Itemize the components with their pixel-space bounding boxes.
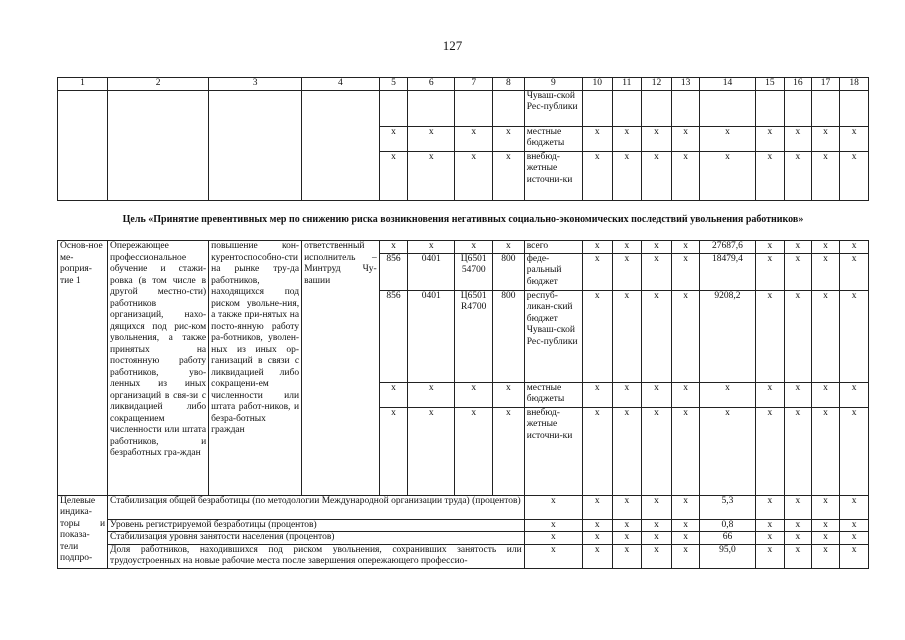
cell: 66 bbox=[700, 532, 755, 545]
indicator-name-cell: Уровень регистрируемой безработицы (процентов) bbox=[108, 519, 525, 532]
cell: 856 bbox=[379, 253, 408, 290]
cell: x bbox=[493, 382, 525, 407]
cell: x bbox=[642, 382, 672, 407]
cell: x bbox=[642, 407, 672, 495]
indicator-name-cell: Доля работников, находившихся под риском увольнения, сохранивших занятость или трудоустроенных на новые рабочие места после завершения опережающего профессио- bbox=[108, 544, 525, 568]
source-cell: всего bbox=[524, 241, 582, 254]
cell bbox=[700, 90, 755, 126]
cell bbox=[785, 90, 812, 126]
cell: x bbox=[408, 382, 455, 407]
cell: x bbox=[755, 241, 785, 254]
cell: x bbox=[642, 519, 672, 532]
header-cell: 11 bbox=[612, 78, 642, 91]
table-row bbox=[58, 90, 869, 126]
cell bbox=[455, 90, 493, 126]
cell: x bbox=[671, 382, 700, 407]
cell: x bbox=[612, 126, 642, 151]
cell: x bbox=[582, 544, 612, 568]
cell: x bbox=[755, 382, 785, 407]
cell: x bbox=[582, 519, 612, 532]
cell: x bbox=[642, 126, 672, 151]
indicator-name-cell: Стабилизация уровня занятости населения (процентов) bbox=[108, 532, 525, 545]
cell: 27687,6 bbox=[700, 241, 755, 254]
cell: x bbox=[785, 532, 812, 545]
cell: x bbox=[840, 495, 869, 519]
cell: x bbox=[755, 544, 785, 568]
cell: x bbox=[612, 532, 642, 545]
cell: x bbox=[582, 241, 612, 254]
source-cell: респуб-ликан-ский бюджет Чуваш-ской Рес-публики bbox=[524, 290, 582, 382]
cell bbox=[642, 90, 672, 126]
cell: x bbox=[455, 382, 493, 407]
cell: x bbox=[671, 532, 700, 545]
cell: x bbox=[811, 407, 840, 495]
cell: x bbox=[840, 290, 869, 382]
cell: 800 bbox=[493, 290, 525, 382]
cell bbox=[493, 90, 525, 126]
cell: x bbox=[582, 495, 612, 519]
cell: x bbox=[811, 544, 840, 568]
cell: x bbox=[811, 126, 840, 151]
event-name-cell: Опережающее профессиональное обучение и стажи-ровка (в том числе в другой местно-сти) работников организаций, нахо-дящихся под рис-ком увольнения, а также принятых на постоянную работу работников, уво-ленных из иных организаций в свя-зи с ликвидацией либо сокращением численности или штата работников, и безработных гра-ждан bbox=[108, 241, 209, 496]
cell bbox=[379, 90, 408, 126]
cell: x bbox=[582, 151, 612, 200]
cell: x bbox=[612, 290, 642, 382]
cell: x bbox=[700, 151, 755, 200]
cell: Ц6501 54700 bbox=[455, 253, 493, 290]
indicator-row bbox=[58, 544, 869, 568]
cell: x bbox=[811, 253, 840, 290]
cell: x bbox=[811, 241, 840, 254]
cell: x bbox=[612, 544, 642, 568]
cell: x bbox=[455, 151, 493, 200]
header-cell: 1 bbox=[58, 78, 108, 91]
cell: x bbox=[582, 126, 612, 151]
header-cell: 6 bbox=[408, 78, 455, 91]
cell: x bbox=[671, 241, 700, 254]
cell: x bbox=[785, 253, 812, 290]
cell: x bbox=[755, 253, 785, 290]
cell: x bbox=[612, 151, 642, 200]
source-cell: внебюд-жетные источни-ки bbox=[524, 407, 582, 495]
header-cell: 10 bbox=[582, 78, 612, 91]
header-cell: 7 bbox=[455, 78, 493, 91]
cell: x bbox=[612, 241, 642, 254]
budget-table-main bbox=[57, 240, 869, 569]
cell: x bbox=[840, 519, 869, 532]
cell: x bbox=[408, 151, 455, 200]
cell: x bbox=[642, 253, 672, 290]
cell: x bbox=[785, 544, 812, 568]
cell: x bbox=[493, 241, 525, 254]
cell: x bbox=[811, 495, 840, 519]
header-cell: 2 bbox=[108, 78, 209, 91]
cell: 800 bbox=[493, 253, 525, 290]
cell: x bbox=[671, 544, 700, 568]
cell: x bbox=[455, 407, 493, 495]
header-cell: 8 bbox=[493, 78, 525, 91]
cell: x bbox=[455, 241, 493, 254]
cell: x bbox=[785, 407, 812, 495]
cell: x bbox=[785, 290, 812, 382]
cell: x bbox=[671, 519, 700, 532]
cell: x bbox=[671, 407, 700, 495]
cell bbox=[302, 90, 380, 200]
cell: x bbox=[642, 290, 672, 382]
cell: x bbox=[524, 532, 582, 545]
cell: x bbox=[840, 382, 869, 407]
cell: x bbox=[785, 151, 812, 200]
header-cell: 13 bbox=[671, 78, 700, 91]
header-cell: 15 bbox=[755, 78, 785, 91]
cell: x bbox=[408, 126, 455, 151]
cell bbox=[582, 90, 612, 126]
cell: 95,0 bbox=[700, 544, 755, 568]
cell bbox=[811, 90, 840, 126]
cell: x bbox=[671, 151, 700, 200]
cell: x bbox=[379, 126, 408, 151]
cell: x bbox=[840, 126, 869, 151]
cell: x bbox=[582, 290, 612, 382]
header-cell: 12 bbox=[642, 78, 672, 91]
cell bbox=[209, 90, 302, 200]
cell: x bbox=[493, 126, 525, 151]
cell: x bbox=[755, 290, 785, 382]
goal-heading: Цель «Принятие превентивных мер по снижению риска возникновения негативных социально-экономических последствий увольнения работников» bbox=[122, 214, 804, 225]
cell: x bbox=[642, 151, 672, 200]
indicator-row bbox=[58, 495, 869, 519]
cell: x bbox=[612, 519, 642, 532]
cell: x bbox=[671, 253, 700, 290]
cell: x bbox=[811, 290, 840, 382]
source-cell: Чуваш-ской Рес-публики bbox=[524, 90, 582, 126]
cell: x bbox=[612, 253, 642, 290]
cell: x bbox=[642, 544, 672, 568]
event-result-cell: повышение кон-курентоспособно-сти на рынке тру-да работников, находящихся под риском увольне-ния, а также при-нятых на посто-янную работу ра-ботников, уволен-ных из иных ор-ганизаций в связи с ликвидацией либо сокращени-ем численности или штата работ-ников, и безра-ботных граждан bbox=[209, 241, 302, 496]
cell: x bbox=[379, 407, 408, 495]
source-cell: местные бюджеты bbox=[524, 126, 582, 151]
cell bbox=[671, 90, 700, 126]
cell: x bbox=[811, 151, 840, 200]
cell: x bbox=[840, 407, 869, 495]
cell: Ц6501 R4700 bbox=[455, 290, 493, 382]
event-executor-cell: ответственный исполнитель – Минтруд Чу-вашии bbox=[302, 241, 380, 496]
cell: x bbox=[840, 532, 869, 545]
cell bbox=[408, 90, 455, 126]
cell: x bbox=[755, 495, 785, 519]
cell: x bbox=[582, 532, 612, 545]
cell: x bbox=[785, 495, 812, 519]
indicators-label-cell: Целевые индика-торы и показа-тели подпро- bbox=[58, 495, 108, 568]
cell: 5,3 bbox=[700, 495, 755, 519]
cell: x bbox=[785, 126, 812, 151]
cell: x bbox=[700, 407, 755, 495]
cell: x bbox=[642, 495, 672, 519]
cell: x bbox=[755, 407, 785, 495]
source-cell: местные бюджеты bbox=[524, 382, 582, 407]
header-cell: 14 bbox=[700, 78, 755, 91]
cell: x bbox=[493, 407, 525, 495]
cell bbox=[755, 90, 785, 126]
indicator-row bbox=[58, 532, 869, 545]
budget-table-top bbox=[57, 77, 869, 201]
cell: 9208,2 bbox=[700, 290, 755, 382]
cell: x bbox=[700, 126, 755, 151]
header-cell: 18 bbox=[840, 78, 869, 91]
header-cell: 17 bbox=[811, 78, 840, 91]
source-cell: феде-ральный бюджет bbox=[524, 253, 582, 290]
cell: x bbox=[811, 382, 840, 407]
cell: x bbox=[642, 241, 672, 254]
cell: x bbox=[811, 519, 840, 532]
cell: x bbox=[379, 382, 408, 407]
page-number: 127 bbox=[442, 38, 463, 53]
cell: x bbox=[524, 519, 582, 532]
cell: 0,8 bbox=[700, 519, 755, 532]
cell: 18479,4 bbox=[700, 253, 755, 290]
cell: x bbox=[524, 544, 582, 568]
cell: x bbox=[700, 382, 755, 407]
cell: x bbox=[785, 241, 812, 254]
cell: x bbox=[524, 495, 582, 519]
cell: x bbox=[840, 253, 869, 290]
source-cell: внебюд-жетные источни-ки bbox=[524, 151, 582, 200]
cell: x bbox=[785, 382, 812, 407]
header-cell: 5 bbox=[379, 78, 408, 91]
cell: x bbox=[582, 407, 612, 495]
header-cell: 16 bbox=[785, 78, 812, 91]
cell bbox=[108, 90, 209, 200]
cell bbox=[612, 90, 642, 126]
cell: x bbox=[642, 532, 672, 545]
cell: x bbox=[379, 241, 408, 254]
cell: x bbox=[755, 151, 785, 200]
cell: x bbox=[671, 495, 700, 519]
cell bbox=[840, 90, 869, 126]
cell: x bbox=[671, 290, 700, 382]
header-row bbox=[58, 78, 869, 91]
cell: x bbox=[379, 151, 408, 200]
cell: x bbox=[582, 253, 612, 290]
header-cell: 4 bbox=[302, 78, 380, 91]
cell: 0401 bbox=[408, 253, 455, 290]
cell: x bbox=[408, 407, 455, 495]
cell: x bbox=[840, 544, 869, 568]
cell: x bbox=[493, 151, 525, 200]
cell: x bbox=[840, 241, 869, 254]
header-cell: 3 bbox=[209, 78, 302, 91]
cell: x bbox=[755, 519, 785, 532]
cell: 0401 bbox=[408, 290, 455, 382]
cell: x bbox=[755, 126, 785, 151]
cell: x bbox=[671, 126, 700, 151]
indicator-name-cell: Стабилизация общей безработицы (по методологии Международной организации труда) (процентов) bbox=[108, 495, 525, 519]
cell: x bbox=[612, 495, 642, 519]
cell: x bbox=[811, 532, 840, 545]
cell: x bbox=[455, 126, 493, 151]
cell: x bbox=[755, 532, 785, 545]
cell: x bbox=[840, 151, 869, 200]
event-code-cell: Основ-ное ме-роприя-тие 1 bbox=[58, 241, 108, 496]
cell bbox=[58, 90, 108, 200]
cell: x bbox=[612, 407, 642, 495]
header-cell: 9 bbox=[524, 78, 582, 91]
cell: x bbox=[582, 382, 612, 407]
indicator-row bbox=[58, 519, 869, 532]
cell: 856 bbox=[379, 290, 408, 382]
cell: x bbox=[612, 382, 642, 407]
cell: x bbox=[785, 519, 812, 532]
table-row bbox=[58, 241, 869, 254]
cell: x bbox=[408, 241, 455, 254]
